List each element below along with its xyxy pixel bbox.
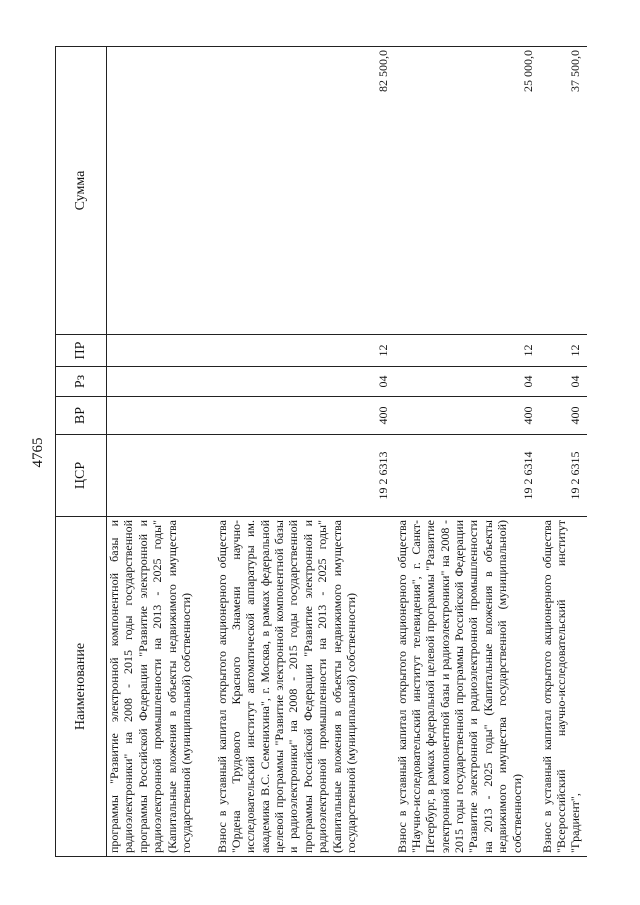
row-sum: 37 500,0 [540,47,587,335]
row-sum [107,47,215,335]
table-header-row [56,47,107,857]
row-vr [107,397,215,435]
row-pr [107,335,215,367]
row-pr: 12 [215,335,395,367]
row-vr: 400 [215,397,395,435]
row-csr: 19 2 6315 [540,435,587,517]
row-name: Взнос в уставный капитал открытого акционерного общества "Всероссийский научно-исследовательский институт "Градиент", [540,517,587,857]
header-vr: ВР [56,397,107,435]
header-sum: Сумма [56,47,107,335]
row-rz [107,367,215,397]
row-name: программы "Развитие электронной компонентной базы и радиоэлектроники" на 2008 - 2015 годы государственной программы Российской Федерации "Развитие электронной и радиоэлектронной промышленности на 2013 - 2025 годы" (Капитальные вложения в объекты недвижимого имущества государственной (муниципальной) собственности) [107,517,215,857]
row-vr: 400 [540,397,587,435]
row-name: Взнос в уставный капитал открытого акционерного общества "Ордена Трудового Красного Знамени научно-исследовательский институт автоматической аппаратуры им. академика В.С. Семенихина", г. Москва, в рамках федеральной целевой программы "Развитие электронной компонентной базы и радиоэлектроники" на 2008 - 2015 годы государственной программы Российской Федерации "Развитие электронной и радиоэлектронной промышленности на 2013 - 2025 годы" (Капитальные вложения в объекты недвижимого имущества государственной (муниципальной) собственности) [215,517,395,857]
row-sum: 82 500,0 [215,47,395,335]
row-rz: 04 [395,367,540,397]
table-row [540,47,587,857]
row-rz: 04 [215,367,395,397]
row-csr: 19 2 6313 [215,435,395,517]
row-name: Взнос в уставный капитал открытого акционерного общества "Научно-исследовательский институт телевидения", г. Санкт-Петербург, в рамках федеральной целевой программы "Развитие электронной компонентной базы и радиоэлектроники" на 2008 - 2015 годы государственной программы Российской Федерации "Развитие электронной и радиоэлектронной промышленности на 2013 - 2025 годы" (Капитальные вложения в объекты недвижимого имущества государственной (муниципальной) собственности) [395,517,540,857]
header-name: Наименование [56,517,107,857]
row-csr [107,435,215,517]
header-pr: ПР [56,335,107,367]
header-csr: ЦСР [56,435,107,517]
header-rz: Рз [56,367,107,397]
table-row [107,47,215,857]
page-number: 4765 [30,437,46,468]
table-row [395,47,540,857]
row-pr: 12 [395,335,540,367]
budget-table [55,46,587,857]
table-row [215,47,395,857]
row-vr: 400 [395,397,540,435]
row-csr: 19 2 6314 [395,435,540,517]
row-rz: 04 [540,367,587,397]
row-pr: 12 [540,335,587,367]
row-sum: 25 000,0 [395,47,540,335]
